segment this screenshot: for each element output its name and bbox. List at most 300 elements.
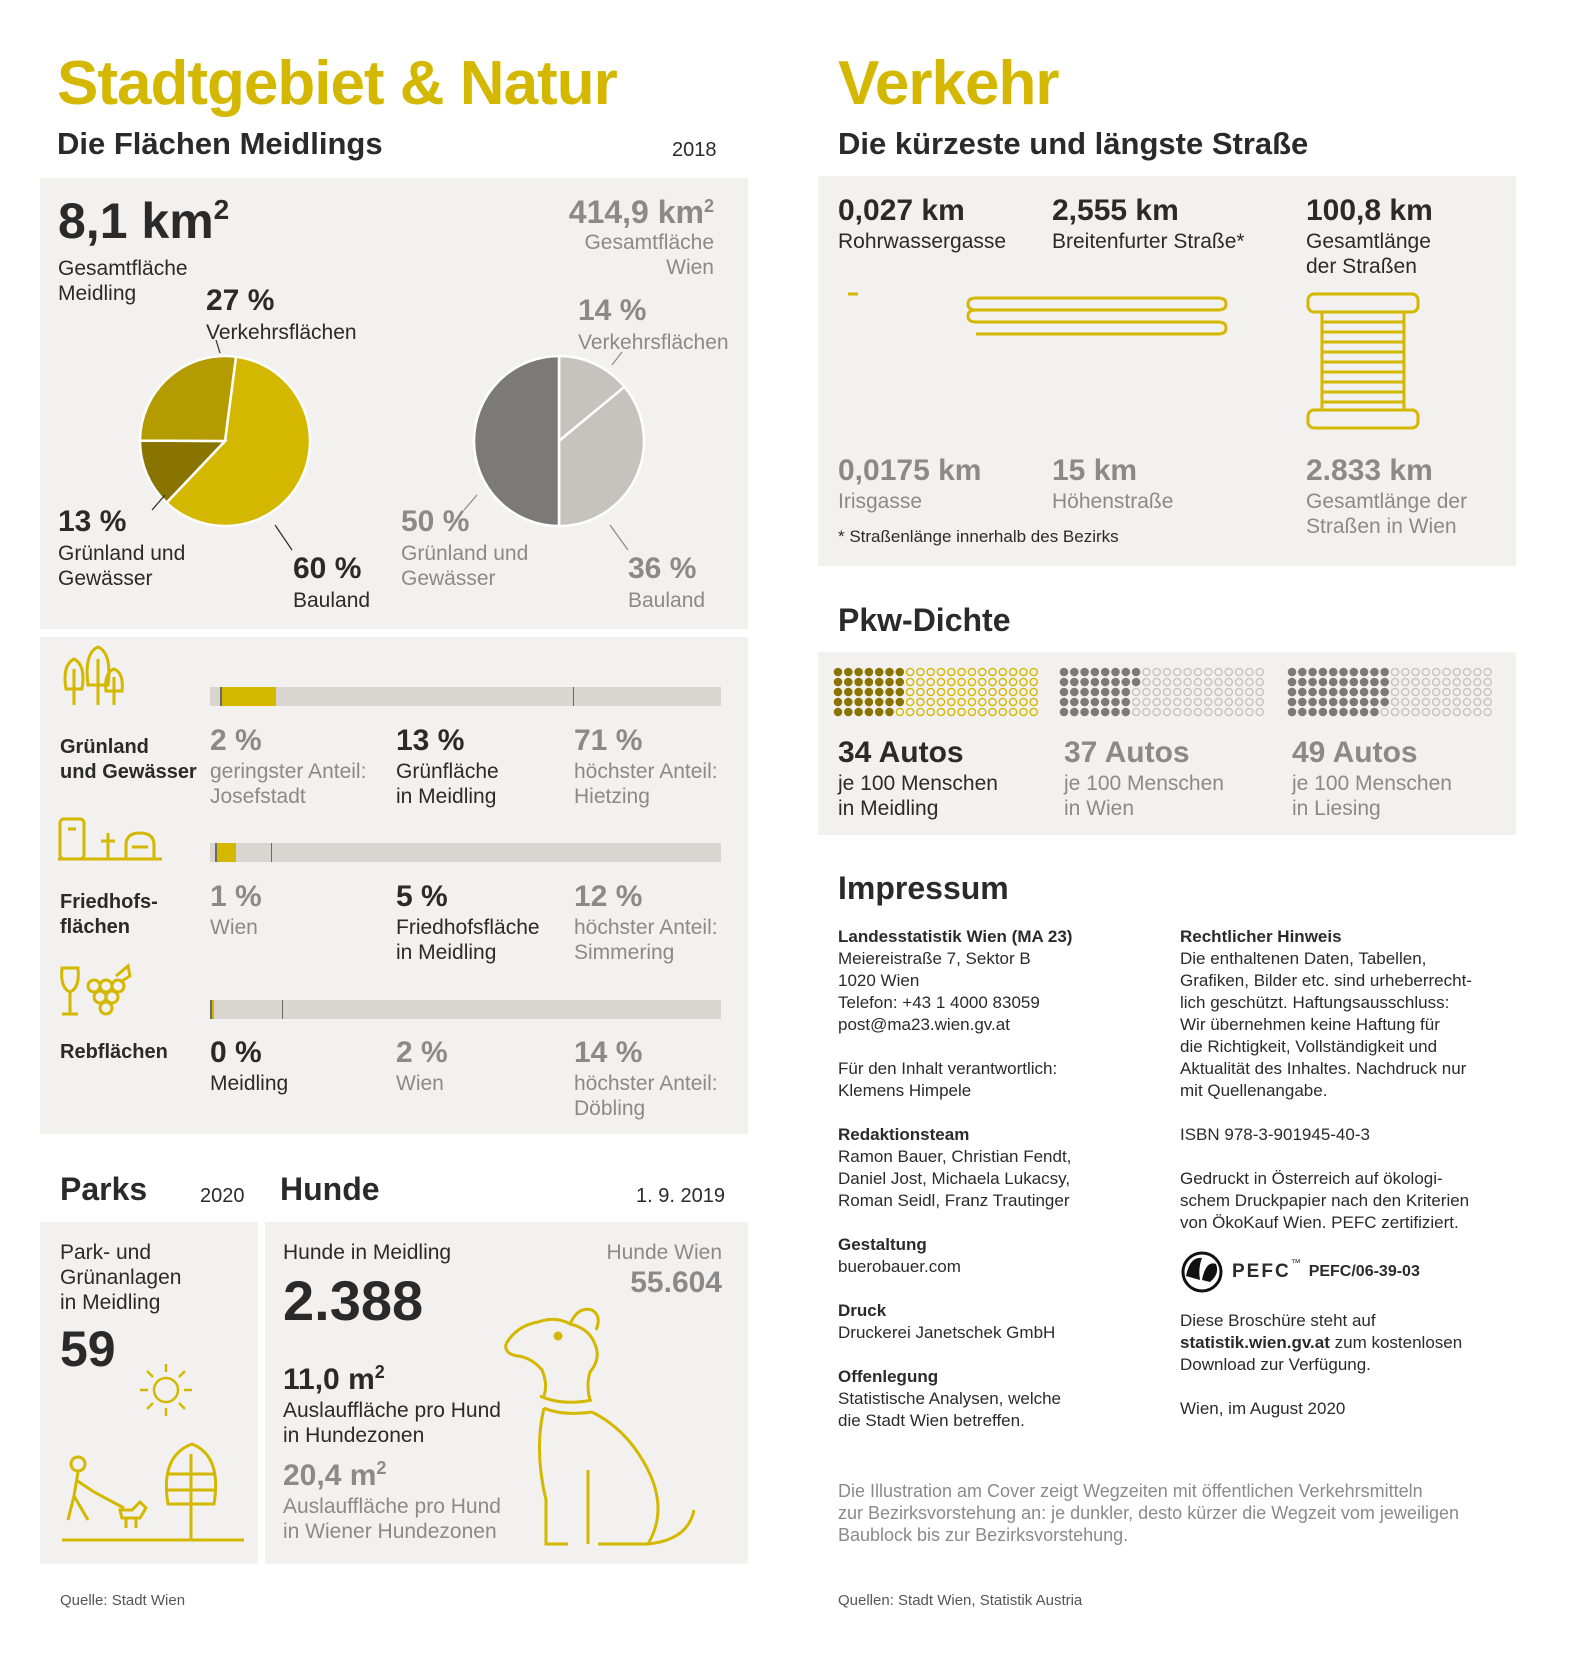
pkw-dot xyxy=(1205,688,1212,695)
pkw-dot xyxy=(937,668,944,675)
pkw-dot xyxy=(1143,668,1150,675)
pkw-dot xyxy=(1443,688,1450,695)
pkw-dot xyxy=(845,708,852,715)
pkw-dot xyxy=(1340,678,1347,685)
pkw-dot xyxy=(1174,668,1181,675)
pkw-dot xyxy=(1371,688,1378,695)
pkw-2-label: je 100 Menschen in Wien xyxy=(1064,772,1224,820)
pkw-dot xyxy=(1081,668,1088,675)
pkw-dot xyxy=(1194,708,1201,715)
legal-line: Die enthaltenen Daten, Tabellen, xyxy=(1180,949,1427,968)
pkw-dot xyxy=(1391,698,1398,705)
pkw-dot xyxy=(1184,668,1191,675)
pkw-dot xyxy=(1433,668,1440,675)
pkw-dot xyxy=(1391,678,1398,685)
pkw-dot xyxy=(896,698,903,705)
impressum-line: buerobauer.com xyxy=(838,1257,961,1276)
left-title: Stadtgebiet & Natur xyxy=(57,49,617,118)
pkw-dot xyxy=(1184,708,1191,715)
pkw-dot xyxy=(1391,668,1398,675)
pkw-dot xyxy=(1340,668,1347,675)
pkw-dot xyxy=(1319,708,1326,715)
pkw-dot xyxy=(1422,708,1429,715)
wien-bau-pct: 36 % xyxy=(628,552,697,585)
pkw-dot xyxy=(1453,698,1460,705)
wien-long-label: Höhenstraße xyxy=(1052,490,1174,513)
pkw-dot xyxy=(834,708,841,715)
pkw-2-value: 37 Autos xyxy=(1064,736,1190,769)
hunde-meidling-label: Hunde in Meidling xyxy=(283,1241,452,1264)
pkw-dot xyxy=(1299,688,1306,695)
pkw-dot xyxy=(1112,668,1119,675)
pkw-dot xyxy=(1443,668,1450,675)
impressum-head: Redaktionsteam xyxy=(838,1125,970,1144)
pkw-dot xyxy=(1071,708,1078,715)
pkw-dot xyxy=(907,708,914,715)
impressum-date: Wien, im August 2020 xyxy=(1180,1399,1346,1418)
pkw-dot xyxy=(1288,678,1295,685)
cover-note: Die Illustration am Cover zeigt Wegzeiten mit öffentlichen Verkehrsmitteln zur Bezirksvorstehung an: je dunkler, desto kürzer die Wegzeit vom jeweiligen Baublock bis zur Bezirksvorstehung. xyxy=(838,1481,1459,1545)
pkw-dot xyxy=(937,678,944,685)
pkw-dot xyxy=(865,678,872,685)
pkw-dot xyxy=(1402,708,1409,715)
pkw-dot xyxy=(1215,678,1222,685)
pkw-dot xyxy=(1215,698,1222,705)
pkw-dot xyxy=(1412,668,1419,675)
pkw-dot xyxy=(1163,678,1170,685)
left-year: 2018 xyxy=(672,139,717,161)
pkw-dot xyxy=(1236,668,1243,675)
pkw-dot xyxy=(1225,708,1232,715)
pkw-dot xyxy=(865,698,872,705)
pkw-dot xyxy=(1371,678,1378,685)
pkw-dot xyxy=(1484,678,1491,685)
cat-1-low-pct: 2 % xyxy=(210,724,262,757)
pkw-dot xyxy=(1288,688,1295,695)
pkw-dot xyxy=(1299,698,1306,705)
pkw-dot xyxy=(1020,668,1027,675)
pkw-dot xyxy=(1225,698,1232,705)
pkw-dot xyxy=(1163,708,1170,715)
pkw-dot xyxy=(1010,678,1017,685)
pkw-dot xyxy=(1091,668,1098,675)
pkw-dot xyxy=(855,688,862,695)
pkw-dot xyxy=(1433,678,1440,685)
pkw-dot xyxy=(927,708,934,715)
wien-verkehr-label: Verkehrsflächen xyxy=(578,331,729,354)
pkw-1-label: je 100 Menschen in Meidling xyxy=(838,772,998,820)
pkw-dot xyxy=(1381,698,1388,705)
pkw-dot xyxy=(1350,668,1357,675)
pkw-dot xyxy=(1391,708,1398,715)
pkw-dot xyxy=(1174,698,1181,705)
cat-1-high-label: höchster Anteil: Hietzing xyxy=(574,760,718,808)
pkw-dot xyxy=(876,668,883,675)
pkw-dot xyxy=(1205,698,1212,705)
pkw-dot xyxy=(845,668,852,675)
pkw-dot xyxy=(1350,678,1357,685)
impressum-col1 xyxy=(838,926,1158,1432)
short-street-label: Rohrwassergasse xyxy=(838,230,1007,253)
right-subtitle: Die kürzeste und längste Straße xyxy=(838,126,1309,161)
impressum-line: die Stadt Wien betreffen. xyxy=(838,1411,1025,1430)
legal-line: Aktualität des Inhaltes. Nachdruck nur xyxy=(1180,1059,1467,1078)
wien-verkehr-pct: 14 % xyxy=(578,294,647,327)
pkw-dot xyxy=(1174,708,1181,715)
pkw-dot xyxy=(1309,668,1316,675)
pkw-dot xyxy=(1225,678,1232,685)
pkw-dot xyxy=(1112,708,1119,715)
pkw-dot xyxy=(1330,678,1337,685)
pkw-dot xyxy=(907,678,914,685)
wien-long-value: 15 km xyxy=(1052,454,1138,487)
cat-1-low-label: geringster Anteil: Josefstadt xyxy=(210,760,367,808)
pkw-dot xyxy=(1133,708,1140,715)
pkw-dot xyxy=(1112,698,1119,705)
pkw-3-label: je 100 Menschen in Liesing xyxy=(1292,772,1452,820)
hunde-area1-label: Auslauffläche pro Hund in Hundezonen xyxy=(283,1399,501,1447)
pkw-dot xyxy=(907,698,914,705)
hunde-wien-value: 55.604 xyxy=(630,1266,722,1299)
download-link[interactable]: statistik.wien.gv.at xyxy=(1180,1333,1330,1352)
pkw-dot xyxy=(1484,688,1491,695)
pkw-dot xyxy=(1060,708,1067,715)
pkw-dot xyxy=(1060,668,1067,675)
pkw-dot xyxy=(886,698,893,705)
pkw-dot xyxy=(1412,678,1419,685)
pkw-dot xyxy=(1174,688,1181,695)
pkw-dot xyxy=(1194,688,1201,695)
pkw-dot xyxy=(1060,698,1067,705)
pkw-dot xyxy=(1071,688,1078,695)
pkw-dot xyxy=(1122,678,1129,685)
pkw-dot xyxy=(1071,678,1078,685)
pkw-dot xyxy=(1402,678,1409,685)
cat-2-low-label: Wien xyxy=(210,916,258,939)
left-subtitle: Die Flächen Meidlings xyxy=(57,126,383,161)
pkw-dot xyxy=(968,708,975,715)
pkw-dot xyxy=(1205,678,1212,685)
pkw-dot xyxy=(1433,688,1440,695)
pefc-block: PEFC ™ PEFC/06-39-03 xyxy=(1180,1248,1510,1296)
pkw-dot xyxy=(1256,698,1263,705)
pkw-dot xyxy=(1330,668,1337,675)
pkw-dot xyxy=(1153,678,1160,685)
pkw-dot xyxy=(855,698,862,705)
pkw-dot xyxy=(1319,668,1326,675)
pkw-dot xyxy=(1060,688,1067,695)
meidling-bau-label: Bauland xyxy=(293,589,371,612)
download-line: Diese Broschüre steht auf xyxy=(1180,1311,1376,1330)
pkw-dot xyxy=(1143,698,1150,705)
pkw-dot xyxy=(1381,678,1388,685)
pkw-dot xyxy=(1194,678,1201,685)
legal-line: lich geschützt. Haftungsausschluss: xyxy=(1180,993,1450,1012)
pkw-dot xyxy=(979,678,986,685)
streets-footnote: * Straßenlänge innerhalb des Bezirks xyxy=(838,527,1119,546)
pkw-dot xyxy=(1143,708,1150,715)
pkw-dot xyxy=(1112,688,1119,695)
meidling-area-label: Gesamtfläche Meidling xyxy=(58,257,188,305)
pkw-dot xyxy=(834,678,841,685)
pkw-dot xyxy=(1081,688,1088,695)
long-street-value: 2,555 km xyxy=(1052,194,1179,227)
pkw-dot xyxy=(1184,678,1191,685)
pkw-dot xyxy=(1361,708,1368,715)
pkw-dot xyxy=(958,688,965,695)
pkw-dot xyxy=(999,698,1006,705)
pkw-dot xyxy=(958,678,965,685)
pkw-dot xyxy=(876,698,883,705)
pkw-dot xyxy=(948,668,955,675)
pkw-dot xyxy=(1350,688,1357,695)
print-line: schem Druckpapier nach den Kriterien xyxy=(1180,1191,1470,1210)
wien-short-value: 0,0175 km xyxy=(838,454,982,487)
meidling-gruen-pct: 13 % xyxy=(58,505,127,538)
parks-value: 59 xyxy=(60,1321,116,1377)
pkw-dot xyxy=(1464,688,1471,695)
pkw-dot xyxy=(1288,698,1295,705)
pkw-dot xyxy=(917,668,924,675)
parks-title: Parks xyxy=(60,1171,148,1207)
hunde-area1-value: 11,0 $m^2$ xyxy=(283,1362,385,1396)
pkw-dot xyxy=(1288,668,1295,675)
parks-label: Park- und Grünanlagen in Meidling xyxy=(60,1241,182,1314)
pkw-dot xyxy=(1309,688,1316,695)
hunde-wien-label: Hunde Wien xyxy=(606,1241,722,1264)
pkw-dot xyxy=(845,698,852,705)
pkw-dot xyxy=(979,698,986,705)
pkw-dot xyxy=(1340,708,1347,715)
pkw-dot xyxy=(1464,668,1471,675)
wien-area: 414,9 $km^2$ xyxy=(568,194,714,230)
pkw-dot xyxy=(1309,708,1316,715)
wien-gruen-label: Grünland und Gewässer xyxy=(401,542,529,590)
pkw-dot xyxy=(865,668,872,675)
pkw-dot xyxy=(1081,708,1088,715)
pkw-dot xyxy=(886,668,893,675)
pkw-dot xyxy=(1484,698,1491,705)
pkw-dot xyxy=(1153,668,1160,675)
total-street-label: Gesamtlänge der Straßen xyxy=(1306,230,1431,278)
pkw-dot xyxy=(1102,688,1109,695)
pkw-dot xyxy=(999,678,1006,685)
pkw-dot xyxy=(927,678,934,685)
pkw-dot xyxy=(1163,668,1170,675)
pkw-dot xyxy=(834,698,841,705)
pkw-dot xyxy=(968,678,975,685)
pkw-dot xyxy=(886,708,893,715)
pkw-dot xyxy=(1361,678,1368,685)
pkw-dot xyxy=(1453,688,1460,695)
pkw-dot xyxy=(927,668,934,675)
pkw-dot xyxy=(989,678,996,685)
cat-3-mid-pct: 2 % xyxy=(396,1036,448,1069)
pkw-dot xyxy=(1236,698,1243,705)
cat-2-name: Friedhofs- flächen xyxy=(60,891,158,938)
pkw-dot xyxy=(1433,698,1440,705)
hunde-meidling-value: 2.388 xyxy=(283,1269,424,1332)
pkw-dot xyxy=(1474,698,1481,705)
pkw-dot xyxy=(1071,698,1078,705)
wien-bau-label: Bauland xyxy=(628,589,706,612)
pkw-dot xyxy=(1340,698,1347,705)
pkw-dot xyxy=(876,688,883,695)
pkw-dot xyxy=(1474,708,1481,715)
pkw-dot xyxy=(999,708,1006,715)
pkw-dot xyxy=(1246,668,1253,675)
pkw-dot xyxy=(948,708,955,715)
pkw-dot xyxy=(1122,668,1129,675)
impressum-head: Gestaltung xyxy=(838,1235,927,1254)
pkw-dot xyxy=(1020,708,1027,715)
legal-line: Grafiken, Bilder etc. sind urheberrecht- xyxy=(1180,971,1472,990)
pkw-dot xyxy=(948,698,955,705)
meidling-area: 8,1 $km^2$ xyxy=(58,193,230,249)
pkw-dot xyxy=(917,678,924,685)
right-source: Quellen: Stadt Wien, Statistik Austria xyxy=(838,1592,1083,1609)
cat-1-mid-label: Grünfläche in Meidling xyxy=(396,760,499,808)
pkw-dot xyxy=(1256,678,1263,685)
pkw-dot xyxy=(1225,688,1232,695)
pkw-dot xyxy=(1443,708,1450,715)
hunde-date: 1. 9. 2019 xyxy=(636,1185,725,1207)
wien-short-label: Irisgasse xyxy=(838,490,923,513)
pkw-dot xyxy=(1361,688,1368,695)
pkw-dot xyxy=(855,708,862,715)
pkw-1-value: 34 Autos xyxy=(838,736,964,769)
pkw-dot xyxy=(1030,668,1037,675)
pkw-dot xyxy=(1412,688,1419,695)
impressum-line: Telefon: +43 1 4000 83059 xyxy=(838,993,1040,1012)
pkw-dot xyxy=(1133,678,1140,685)
meidling-bau-pct: 60 % xyxy=(293,552,362,585)
pkw-dot xyxy=(1163,698,1170,705)
pkw-dot xyxy=(1350,708,1357,715)
pkw-dot xyxy=(917,698,924,705)
pkw-dot xyxy=(1422,668,1429,675)
pkw-dot xyxy=(1246,698,1253,705)
legal-line: die Richtigkeit, Vollständigkeit und xyxy=(1180,1037,1438,1056)
pkw-dot xyxy=(1020,688,1027,695)
impressum-line: Roman Seidl, Franz Trautinger xyxy=(838,1191,1070,1210)
pkw-dot xyxy=(1371,698,1378,705)
wien-gruen-pct: 50 % xyxy=(401,505,470,538)
short-street-value: 0,027 km xyxy=(838,194,965,227)
cat-2-low-pct: 1 % xyxy=(210,880,262,913)
wien-total-label: Gesamtlänge der Straßen in Wien xyxy=(1306,490,1468,538)
pkw-dot xyxy=(865,688,872,695)
pkw-dot xyxy=(927,698,934,705)
pkw-dot xyxy=(1236,688,1243,695)
pkw-dot xyxy=(1184,698,1191,705)
pkw-dot xyxy=(1071,668,1078,675)
pkw-dot xyxy=(1453,708,1460,715)
meidling-verkehr-label: Verkehrsflächen xyxy=(206,321,357,344)
pkw-dot xyxy=(1091,678,1098,685)
pkw-dot xyxy=(896,678,903,685)
isbn: ISBN 978-3-901945-40-3 xyxy=(1180,1125,1370,1144)
impressum-head: Druck xyxy=(838,1301,887,1320)
pkw-dot xyxy=(1299,668,1306,675)
pkw-dot xyxy=(1361,668,1368,675)
pkw-dot xyxy=(1102,698,1109,705)
pkw-dot xyxy=(896,668,903,675)
cat-3-high-pct: 14 % xyxy=(574,1036,643,1069)
pkw-dot xyxy=(989,668,996,675)
pkw-dot xyxy=(886,688,893,695)
pefc-trees-icon xyxy=(1180,1250,1226,1294)
pkw-dot xyxy=(1484,708,1491,715)
pkw-dot xyxy=(1246,688,1253,695)
pkw-dot xyxy=(1474,678,1481,685)
pkw-title: Pkw-Dichte xyxy=(838,602,1011,638)
impressum-line: post@ma23.wien.gv.at xyxy=(838,1015,1010,1034)
parks-year: 2020 xyxy=(200,1185,245,1207)
meidling-verkehr-pct: 27 % xyxy=(206,284,275,317)
pkw-dot xyxy=(1412,698,1419,705)
pefc-code: PEFC/06-39-03 xyxy=(1308,1263,1420,1280)
pkw-dot xyxy=(1256,668,1263,675)
cat-3-low-pct: 0 % xyxy=(210,1036,262,1069)
pkw-dot xyxy=(907,688,914,695)
impressum-line: Klemens Himpele xyxy=(838,1081,972,1100)
pkw-dot xyxy=(1319,698,1326,705)
cat-3-low-label: Meidling xyxy=(210,1072,289,1095)
cat-1-name: Grünland und Gewässer xyxy=(60,736,197,783)
pkw-dot xyxy=(1225,668,1232,675)
pkw-dot xyxy=(937,688,944,695)
pkw-dot xyxy=(1010,668,1017,675)
right-title: Verkehr xyxy=(838,49,1059,118)
pkw-dot xyxy=(1361,698,1368,705)
pkw-dot xyxy=(1402,668,1409,675)
cat-1-mid-pct: 13 % xyxy=(396,724,465,757)
pkw-dot xyxy=(1371,708,1378,715)
pkw-dot xyxy=(1433,708,1440,715)
pkw-dot xyxy=(896,708,903,715)
pkw-dot xyxy=(1194,668,1201,675)
cat-3-mid-label: Wien xyxy=(396,1072,444,1095)
pkw-dot xyxy=(1391,688,1398,695)
pkw-dot xyxy=(1205,708,1212,715)
pkw-dot xyxy=(937,698,944,705)
pkw-dot xyxy=(1143,678,1150,685)
pkw-dot xyxy=(1309,698,1316,705)
pkw-dot xyxy=(968,688,975,695)
impressum-line: Meiereistraße 7, Sektor B xyxy=(838,949,1031,968)
pkw-dot xyxy=(1381,668,1388,675)
pkw-dot xyxy=(1381,708,1388,715)
pkw-dot xyxy=(1422,688,1429,695)
pkw-dot xyxy=(845,678,852,685)
pkw-dot xyxy=(1060,678,1067,685)
pkw-dot xyxy=(1236,708,1243,715)
pkw-dot xyxy=(1246,678,1253,685)
pkw-dot xyxy=(1484,668,1491,675)
pkw-dot xyxy=(989,688,996,695)
pkw-dot xyxy=(855,668,862,675)
pkw-dot xyxy=(1153,688,1160,695)
pkw-dot xyxy=(1163,688,1170,695)
pkw-dot xyxy=(845,688,852,695)
pkw-dot xyxy=(958,698,965,705)
pkw-dot xyxy=(1122,708,1129,715)
legal-line: Wir übernehmen keine Haftung für xyxy=(1180,1015,1440,1034)
hunde-area2-label: Auslauffläche pro Hund in Wiener Hundezonen xyxy=(283,1495,501,1543)
pkw-dot xyxy=(1443,678,1450,685)
wien-total-value: 2.833 km xyxy=(1306,454,1433,487)
